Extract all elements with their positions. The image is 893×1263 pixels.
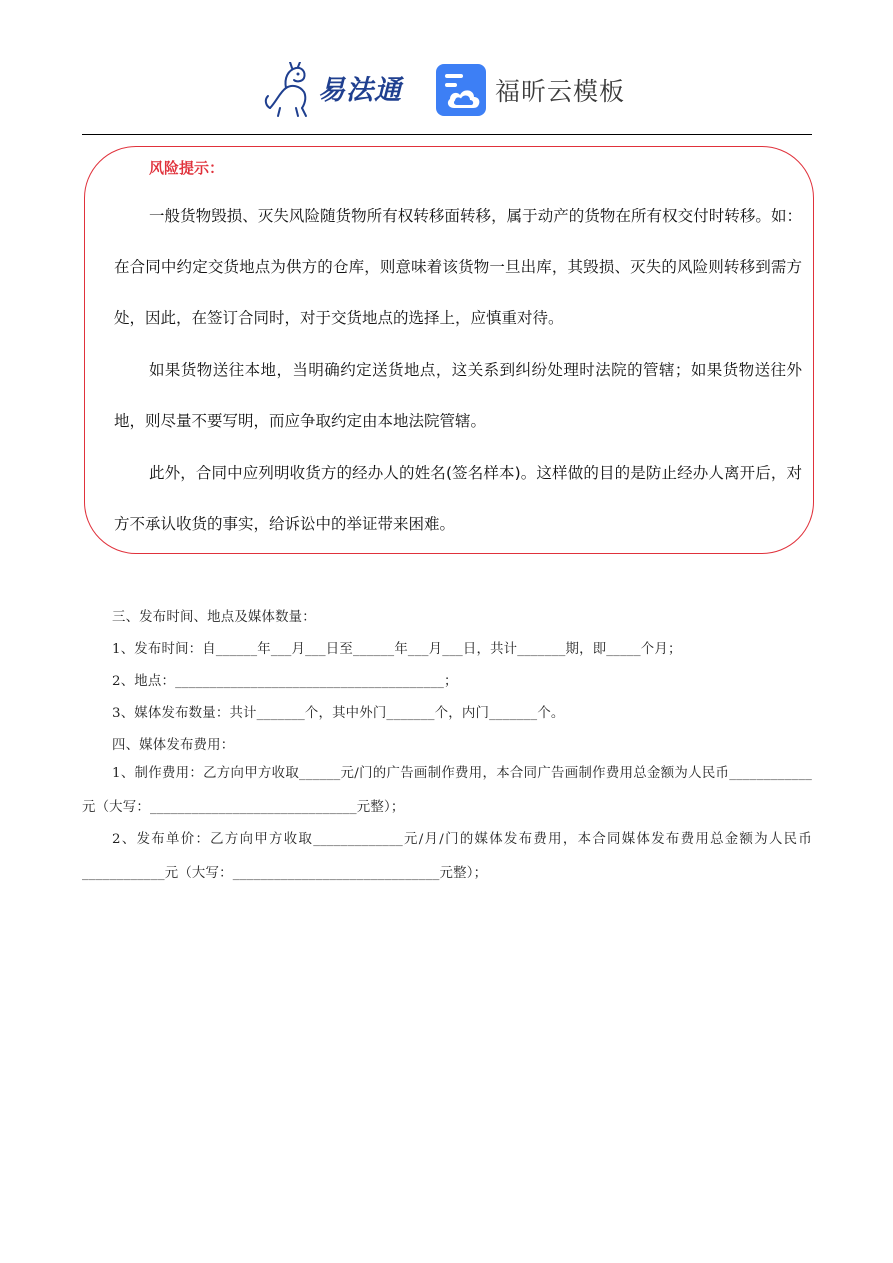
risk-warning-title: 风险提示：	[149, 159, 225, 177]
foxit-cloud-icon	[436, 64, 486, 116]
risk-paragraph: 如果货物送往本地，当明确约定送货地点，这关系到纠纷处理时法院的管辖；如果货物送往外地，则尽量不要写明，而应争取约定由本地法院管辖。	[114, 361, 802, 430]
section-3-title: 三、发布时间、地点及媒体数量：	[112, 610, 316, 625]
page-header	[262, 58, 642, 122]
location-line: 2、地点：_______________________________________；	[112, 674, 458, 689]
yifatong-logo-text: 易法通	[318, 75, 402, 106]
header-divider	[82, 134, 812, 135]
foxit-template-logo-text: 福昕云模板	[495, 77, 626, 106]
publish-time-line: 1、发布时间：自______年___月___日至______年___月___日，共计_______期，即_____个月；	[112, 642, 682, 657]
section-4-title: 四、媒体发布费用：	[112, 738, 235, 753]
media-quantity-line: 3、媒体发布数量：共计_______个，其中外门_______个，内门_______个。	[112, 706, 565, 721]
production-fee-paragraph: 1、制作费用：乙方向甲方收取______元/门的广告画制作费用，本合同广告画制作费用总金额为人民币____________元（大写：______________________________元整）；	[82, 766, 812, 815]
unit-price-paragraph: 2、发布单价：乙方向甲方收取_____________元/月/门的媒体发布费用，本合同媒体发布费用总金额为人民币____________元（大写：______________________________元整）；	[82, 832, 812, 881]
risk-paragraph: 一般货物毁损、灭失风险随货物所有权转移面转移，属于动产的货物在所有权交付时转移。如：在合同中约定交货地点为供方的仓库，则意味着该货物一旦出库，其毁损、灭失的风险则转移到需方处，因此，在签订合同时，对于交货地点的选择上，应慎重对待。	[114, 207, 802, 327]
risk-paragraph: 此外，合同中应列明收货方的经办人的姓名(签名样本)。这样做的目的是防止经办人离开后，对方不承认收货的事实，给诉讼中的举证带来困难。	[114, 464, 802, 533]
